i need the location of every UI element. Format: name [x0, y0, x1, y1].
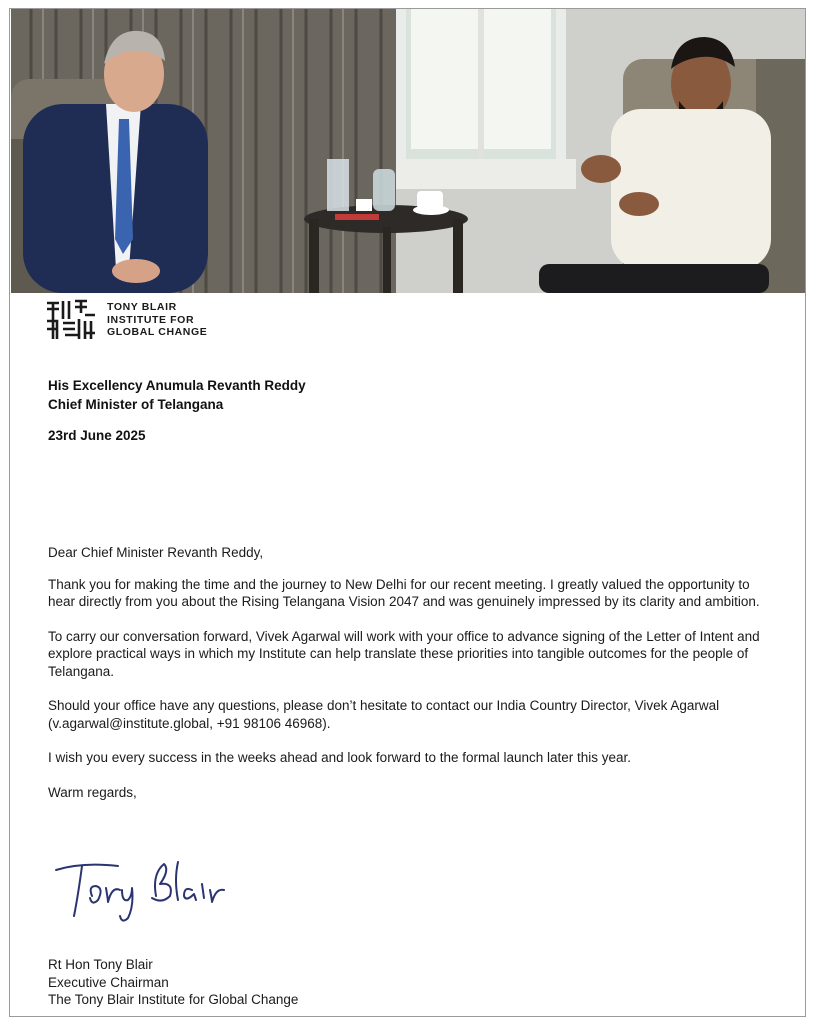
paragraph: I wish you every success in the weeks ahead and look forward to the formal launch later this year.	[48, 750, 632, 765]
letter-date: 23rd June 2025	[48, 428, 146, 443]
paragraph: To carry our conversation forward, Vivek Agarwal will work with your office to advance signing of the Letter of Intent and explore practical ways in which my Institute can help translate these priorities into tangible outcomes for the people of Telangana.	[48, 628, 760, 679]
sender-organization: The Tony Blair Institute for Global Change	[48, 992, 299, 1007]
closing: Warm regards,	[48, 784, 137, 800]
sender-block	[48, 956, 298, 1009]
handwritten-signature	[52, 856, 232, 926]
meeting-photo	[11, 9, 805, 293]
paragraph: Should your office have any questions, please don’t hesitate to contact our India Country Director, Vivek Agarwal (v.agarwal@institute.global, +91 98106 46968).	[48, 698, 720, 731]
institute-logo-icon	[45, 299, 97, 341]
sender-name: Rt Hon Tony Blair	[48, 957, 153, 972]
recipient-title: Chief Minister of Telangana	[48, 397, 224, 412]
salutation: Dear Chief Minister Revanth Reddy,	[48, 545, 264, 560]
recipient-block	[48, 376, 306, 414]
institute-logo	[45, 299, 207, 341]
logo-line-1: TONY BLAIR	[107, 301, 177, 314]
paragraph: Thank you for making the time and the journey to New Delhi for our recent meeting. I greatly valued the opportunity to hear directly from you about the Rising Telangana Vision 2047 and was genuinely impressed by its clarity and ambition.	[48, 576, 760, 609]
logo-wordmark	[107, 301, 207, 339]
logo-line-3: GLOBAL CHANGE	[107, 326, 208, 339]
sender-title: Executive Chairman	[48, 974, 169, 990]
recipient-name: His Excellency Anumula Revanth Reddy	[48, 378, 306, 393]
letter-body	[48, 544, 768, 818]
logo-line-2: INSTITUTE FOR	[107, 313, 195, 326]
